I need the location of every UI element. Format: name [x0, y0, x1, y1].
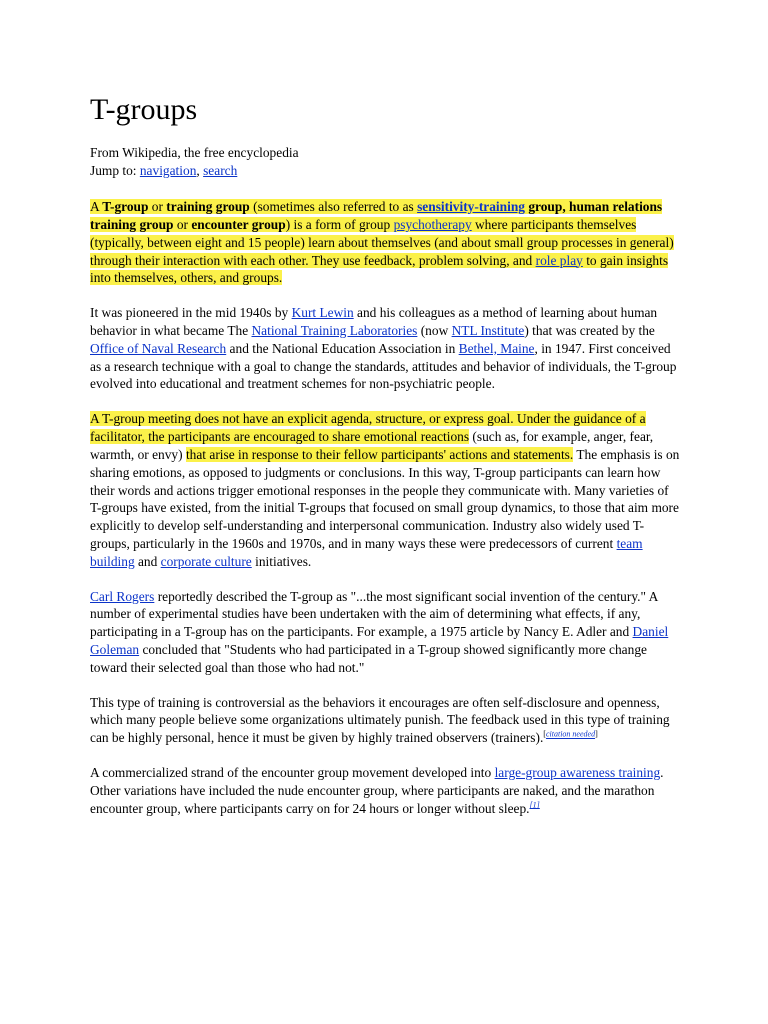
bracket: ] — [595, 729, 598, 739]
text: The emphasis is on sharing emotions, as opposed to judgments or conclusions. In this way, T-group participants can learn how their words and actions trigger emotional responses in the people they communicate with. Many varieties of T-groups have existed, from the initial T-groups that focused on small group dynamics, to those that aim more explicitly to develop self-understanding and interpersonal communication. Industry also widely used T-groups, particularly in the 1960s and 1970s, and in many ways these were predecessors of current — [90, 446, 680, 552]
jump-separator: , — [196, 162, 204, 178]
link-bethel-maine[interactable]: Bethel, Maine — [458, 340, 535, 356]
text: or — [148, 198, 167, 214]
page-subtitle: From Wikipedia, the free encyclopedia — [90, 145, 299, 160]
link-sensitivity-training[interactable]: sensitivity-training — [417, 198, 525, 214]
text: or — [173, 216, 192, 232]
link-office-of-naval-research[interactable]: Office of Naval Research — [90, 340, 227, 356]
text: to gain insights into themselves, others, and groups. — [90, 252, 669, 286]
term-training-group: training group — [166, 198, 250, 214]
paragraph-commercial — [90, 764, 680, 818]
link-role-play[interactable]: role play — [535, 252, 583, 268]
citation-needed — [543, 730, 597, 739]
link-large-group-awareness-training[interactable]: large-group awareness training — [494, 764, 661, 780]
highlight-definition — [90, 199, 674, 286]
text: (such as, for example, anger, fear, warmth, or envy) — [90, 428, 654, 462]
text: and his colleagues as a method of learning about human behavior in what became The — [90, 304, 658, 338]
link-daniel-goleman[interactable]: Daniel Goleman — [90, 624, 669, 658]
paragraph-meeting — [90, 410, 680, 571]
term-t-group: T-group — [102, 198, 149, 214]
jump-label: Jump to: — [90, 162, 140, 178]
footnote-ref — [530, 800, 540, 809]
link-corporate-culture[interactable]: corporate culture — [160, 554, 252, 570]
paragraph-history — [90, 304, 680, 394]
text: , in 1947. First conceived as a research technique with a goal to change the standards, attitudes and behavior of individuals, the T-group evolved into educational and treatment schemes for non-psychiatric people. — [90, 340, 677, 392]
text: (now — [417, 322, 452, 338]
link-national-training-laboratories[interactable]: National Training Laboratories — [251, 322, 418, 338]
jump-navigation-link[interactable]: navigation — [139, 162, 197, 178]
highlight-meeting: A T-group meeting does not have an explicit agenda, structure, or express goal. Under the guidance of a facilitator, the participants are encouraged to share emotional reactions — [90, 410, 646, 444]
link-footnote-1[interactable]: [1] — [529, 800, 540, 810]
text: . Other variations have included the nude encounter group, where participants are naked, and the marathon encounter group, where participants carry on for 24 hours or longer without sleep. — [90, 764, 664, 816]
link-ntl-institute[interactable]: NTL Institute — [451, 322, 525, 338]
paragraph-definition — [90, 198, 680, 288]
link-kurt-lewin[interactable]: Kurt Lewin — [291, 304, 354, 320]
term-human-relations-training-group: group, human relations training group — [90, 198, 663, 232]
link-psychotherapy[interactable]: psychotherapy — [393, 216, 472, 232]
paragraph-controversy — [90, 694, 680, 748]
link-team-building[interactable]: team building — [90, 536, 643, 570]
text: This type of training is controversial as the behaviors it encourages are often self-disclosure and openness, which many people believe some organizations ultimately punish. The feedback used in this type of training can be highly personal, hence it must be given by highly trained observers (trainers). — [90, 694, 670, 746]
text: (sometimes also referred to as — [249, 198, 418, 214]
highlight-response: that arise in response to their fellow participants' actions and statements. — [185, 446, 574, 462]
text: reportedly described the T-group as "...the most significant social invention of the century." A number of experimental studies have been undertaken with the aim of determining what effects, if any, participating in a T-group has on the participants. For example, a 1975 article by Nancy E. Adler and — [90, 588, 658, 640]
text: A commercialized strand of the encounter group movement developed into — [90, 764, 495, 780]
text: ) that was created by the — [524, 322, 655, 338]
text: and — [134, 554, 161, 570]
page-title: T-groups — [90, 93, 198, 126]
term-encounter-group: encounter group — [191, 216, 286, 232]
bracket: [ — [543, 729, 546, 739]
text: A — [90, 198, 103, 214]
jump-links — [90, 162, 680, 180]
paragraph-rogers — [90, 588, 680, 678]
text: initiatives. — [251, 554, 312, 570]
jump-search-link[interactable]: search — [203, 162, 238, 178]
link-carl-rogers[interactable]: Carl Rogers — [90, 588, 155, 604]
text: It was pioneered in the mid 1940s by — [90, 304, 292, 320]
link-citation-needed[interactable]: citation needed — [545, 729, 596, 739]
article-content — [90, 92, 680, 834]
text: concluded that "Students who had participated in a T-group showed significantly more change toward their selected goal than those who had not." — [90, 642, 647, 676]
text: where participants themselves (typically, between eight and 15 people) learn about themselves (and about small group processes in general) through their interaction with each other. They use feedback, problem solving, and — [90, 216, 674, 268]
text: ) is a form of group — [285, 216, 394, 232]
text: and the National Education Association in — [226, 340, 459, 356]
